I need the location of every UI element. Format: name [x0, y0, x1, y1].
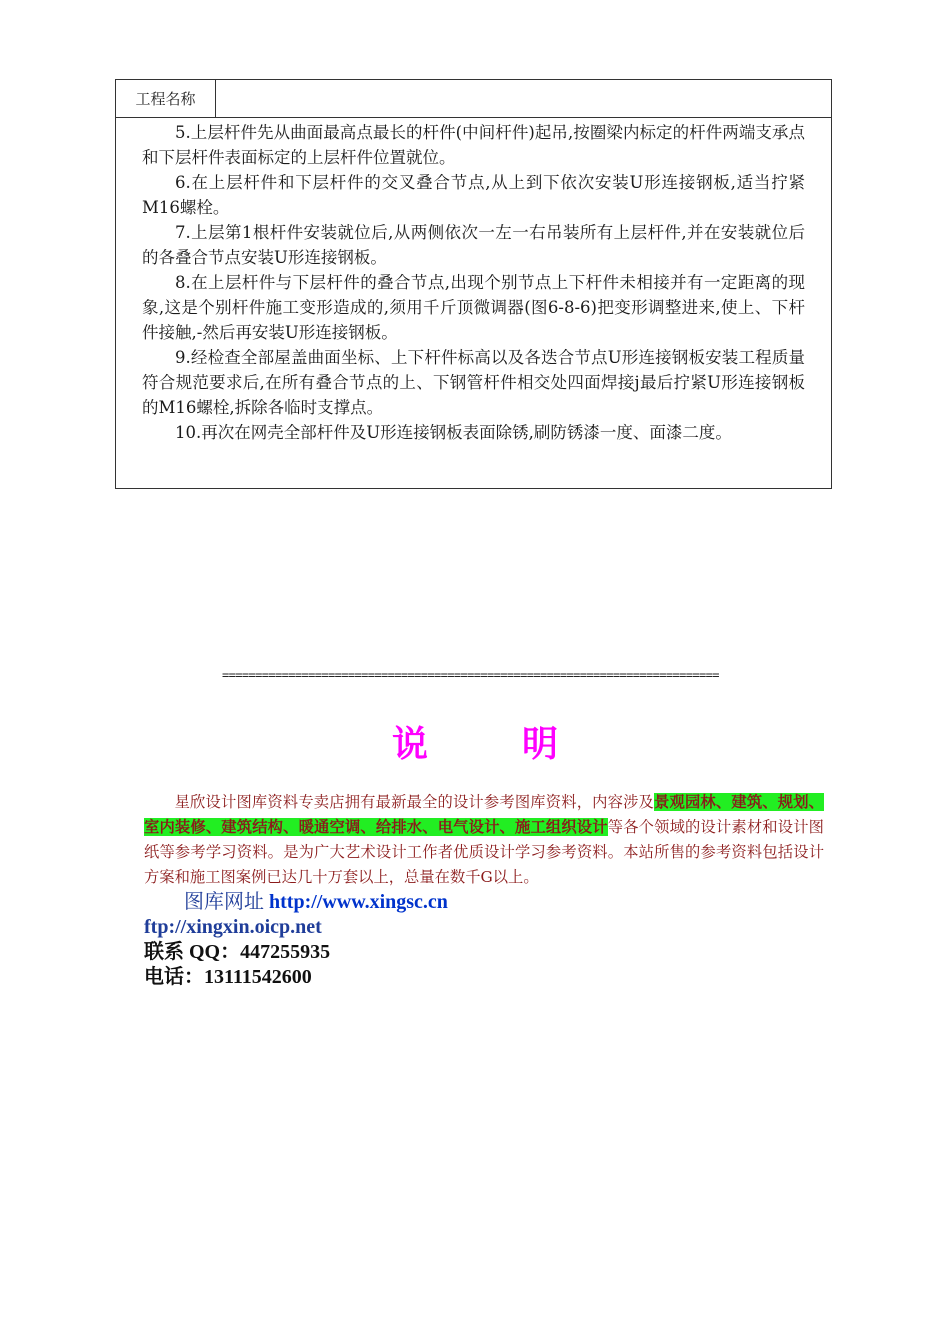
phone-contact: 电话：13111542600 — [144, 966, 312, 988]
step-paragraph-9: 9.经检查全部屋盖曲面坐标、上下杆件标高以及各迭合节点U形连接钢板安装工程质量符合规范要求后,在所有叠合节点的上、下钢管杆件相交处四面焊接j最后拧紧U形连接钢板的M16螺栓,拆除各临时支撑点。 — [142, 348, 805, 417]
step-paragraph-10: 10.再次在网壳全部杆件及U形连接钢板表面除锈,刷防锈漆一度、面漆二度。 — [175, 423, 732, 442]
notice-description — [144, 790, 824, 890]
project-name-label: 工程名称 — [116, 80, 216, 117]
notice-title: 说明 — [391, 724, 652, 765]
gallery-link[interactable]: http://www.xingsc.cn — [269, 891, 448, 913]
table-body-cell — [116, 118, 831, 445]
construction-table — [115, 79, 832, 489]
step-paragraph-8: 8.在上层杆件与下层杆件的叠合节点,出现个别节点上下杆件未相接并有一定距离的现象,这是个别杆件施工变形造成的,须用千斤顶微调器(图6-8-6)把变形调整进来,使上、下杆件接触,-然后再安装U形连接钢板。 — [142, 273, 805, 342]
table-header-row — [116, 80, 831, 118]
section-divider: =========================================================================== — [222, 668, 719, 682]
notice-highlight: 景观园林、建筑、规划、室内装修、建筑结构、暖通空调、给排水、电气设计、施工组织设计 — [144, 793, 824, 836]
gallery-url-line — [184, 890, 448, 915]
qq-contact: 联系 QQ：447255935 — [144, 941, 331, 963]
notice-text-before: 星欣设计图库资料专卖店拥有最新最全的设计参考图库资料，内容涉及 — [174, 793, 655, 811]
project-name-value — [216, 80, 831, 117]
gallery-label: 图库网址 — [184, 891, 264, 913]
notice-text-after: 等各个领域的设计素材和设计图纸等参考学习资料。是为广大艺术设计工作者优质设计学习参考资料。本站所售的参考资料包括设计方案和施工图案例已达几十万套以上，总量在数千G以上。 — [144, 818, 824, 886]
step-paragraph-7: 7.上层第1根杆件安装就位后,从两侧依次一左一右吊装所有上层杆件,并在安装就位后的各叠合节点安装U形连接钢板。 — [142, 223, 805, 267]
ftp-link[interactable]: ftp://xingxin.oicp.net — [144, 916, 322, 938]
step-paragraph-6: 6.在上层杆件和下层杆件的交叉叠合节点,从上到下依次安装U形连接钢板,适当拧紧M16螺栓。 — [142, 173, 805, 217]
step-paragraph-5: 5.上层杆件先从曲面最高点最长的杆件(中间杆件)起吊,按圈梁内标定的杆件两端支承点和下层杆件表面标定的上层杆件位置就位。 — [142, 123, 805, 167]
